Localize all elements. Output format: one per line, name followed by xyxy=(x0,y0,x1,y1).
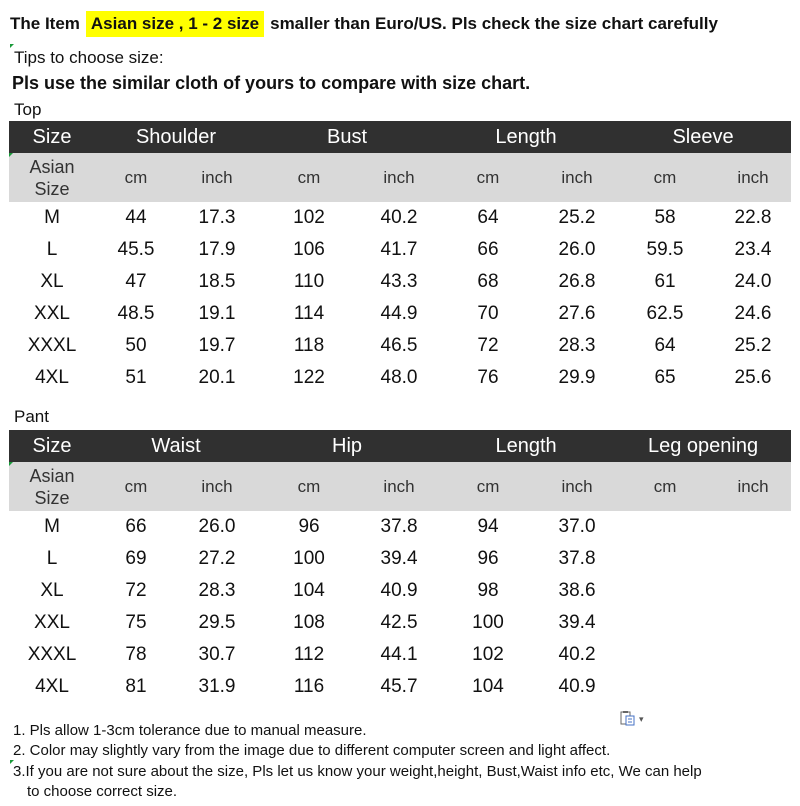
unit-cm: cm xyxy=(615,153,715,202)
value-cell: 75 xyxy=(125,612,147,633)
value-cell: 102 xyxy=(293,207,325,228)
value-cell: 26.0 xyxy=(558,239,596,260)
size-cell: XXL xyxy=(34,612,70,633)
value-cell: 27.2 xyxy=(198,548,236,569)
asian-size-label: Asian Size xyxy=(9,153,95,202)
value-cell: 44 xyxy=(125,207,147,228)
value-cell: 28.3 xyxy=(558,335,596,356)
value-cell: 30.7 xyxy=(198,644,236,665)
value-cell: 72 xyxy=(477,335,499,356)
header-size: Size xyxy=(9,121,95,153)
size-cell: L xyxy=(46,548,58,569)
value-cell: 41.7 xyxy=(380,239,418,260)
header-bust: Bust xyxy=(257,121,437,153)
value-cell: 106 xyxy=(293,239,325,260)
size-cell: XL xyxy=(40,580,64,601)
value-cell: 110 xyxy=(293,271,325,292)
size-cell: 4XL xyxy=(35,676,69,697)
value-cell: 94 xyxy=(477,516,499,537)
table-row xyxy=(9,330,791,362)
value-cell: 68 xyxy=(477,271,499,292)
value-cell: 23.4 xyxy=(734,239,772,260)
cell-comment-marker xyxy=(9,462,13,466)
value-cell: 48.0 xyxy=(380,367,418,388)
value-cell: 112 xyxy=(293,644,325,665)
value-cell: 17.3 xyxy=(198,207,236,228)
value-cell: 45.7 xyxy=(380,676,418,697)
header-length: Length xyxy=(437,430,615,462)
value-cell: 22.8 xyxy=(734,207,772,228)
value-cell: 24.6 xyxy=(734,303,772,324)
table-row xyxy=(9,607,791,639)
value-cell: 45.5 xyxy=(117,239,155,260)
table-row xyxy=(9,362,791,394)
value-cell: 44.9 xyxy=(380,303,418,324)
note-1: 1. Pls allow 1-3cm tolerance due to manual measure. xyxy=(13,722,367,739)
value-cell xyxy=(615,543,715,575)
value-cell: 59.5 xyxy=(646,239,684,260)
value-cell: 38.6 xyxy=(558,580,596,601)
value-cell: 27.6 xyxy=(558,303,596,324)
unit-inch: inch xyxy=(177,153,257,202)
value-cell: 20.1 xyxy=(198,367,236,388)
size-cell: 4XL xyxy=(35,367,69,388)
value-cell: 39.4 xyxy=(558,612,596,633)
header-suffix: smaller than Euro/US. Pls check the size chart carefully xyxy=(270,14,718,33)
unit-cm: cm xyxy=(615,462,715,511)
size-cell: L xyxy=(46,239,58,260)
value-cell: 100 xyxy=(293,548,325,569)
pant-size-table xyxy=(9,430,791,703)
note-2: 2. Color may slightly vary from the image due to different computer screen and light affect. xyxy=(13,742,611,759)
tips-title: Tips to choose size: xyxy=(14,48,164,67)
unit-inch: inch xyxy=(715,153,791,202)
value-cell: 40.2 xyxy=(380,207,418,228)
value-cell: 104 xyxy=(293,580,325,601)
value-cell: 40.2 xyxy=(558,644,596,665)
value-cell: 61 xyxy=(654,271,676,292)
unit-inch: inch xyxy=(715,462,791,511)
size-cell: XXXL xyxy=(27,335,77,356)
header-length: Length xyxy=(437,121,615,153)
value-cell xyxy=(615,671,715,703)
pant-section-label: Pant xyxy=(14,407,49,426)
value-cell: 48.5 xyxy=(117,303,155,324)
value-cell: 28.3 xyxy=(198,580,236,601)
header-leg-opening: Leg opening xyxy=(615,430,791,462)
table-row xyxy=(9,202,791,234)
value-cell xyxy=(615,511,715,543)
value-cell: 46.5 xyxy=(380,335,418,356)
value-cell: 40.9 xyxy=(380,580,418,601)
value-cell: 81 xyxy=(125,676,147,697)
value-cell: 116 xyxy=(293,676,325,697)
top-section-label: Top xyxy=(14,100,42,119)
value-cell xyxy=(615,575,715,607)
value-cell: 26.8 xyxy=(558,271,596,292)
value-cell: 69 xyxy=(125,548,147,569)
value-cell: 37.8 xyxy=(558,548,596,569)
value-cell: 122 xyxy=(293,367,325,388)
value-cell: 51 xyxy=(125,367,147,388)
value-cell xyxy=(615,639,715,671)
value-cell: 24.0 xyxy=(734,271,772,292)
header-size: Size xyxy=(9,430,95,462)
value-cell: 26.0 xyxy=(198,516,236,537)
top-size-table xyxy=(9,121,791,394)
value-cell: 64 xyxy=(654,335,676,356)
cell-comment-marker xyxy=(9,153,13,157)
value-cell: 96 xyxy=(298,516,320,537)
header-waist: Waist xyxy=(95,430,257,462)
paste-options-button[interactable] xyxy=(620,709,650,729)
value-cell: 66 xyxy=(477,239,499,260)
unit-cm: cm xyxy=(95,462,177,511)
unit-cm: cm xyxy=(437,462,539,511)
value-cell: 62.5 xyxy=(646,303,684,324)
table-row xyxy=(9,298,791,330)
note-3 xyxy=(13,762,783,802)
value-cell: 39.4 xyxy=(380,548,418,569)
value-cell: 76 xyxy=(477,367,499,388)
unit-inch: inch xyxy=(177,462,257,511)
value-cell: 37.0 xyxy=(558,516,596,537)
value-cell: 29.5 xyxy=(198,612,236,633)
size-cell: XXL xyxy=(34,303,70,324)
value-cell: 29.9 xyxy=(558,367,596,388)
value-cell: 17.9 xyxy=(198,239,236,260)
value-cell: 50 xyxy=(125,335,147,356)
size-warning-header xyxy=(10,10,718,38)
table-row xyxy=(9,639,791,671)
value-cell: 19.7 xyxy=(198,335,236,356)
value-cell: 104 xyxy=(472,676,504,697)
value-cell xyxy=(715,671,791,703)
unit-cm: cm xyxy=(257,153,361,202)
note-3-line2: to choose correct size. xyxy=(27,783,178,800)
value-cell: 43.3 xyxy=(380,271,418,292)
unit-cm: cm xyxy=(437,153,539,202)
unit-inch: inch xyxy=(361,462,437,511)
value-cell: 18.5 xyxy=(198,271,236,292)
value-cell: 108 xyxy=(293,612,325,633)
value-cell: 100 xyxy=(472,612,504,633)
header-prefix: The Item xyxy=(10,14,80,33)
value-cell: 114 xyxy=(293,303,325,324)
value-cell: 47 xyxy=(125,271,147,292)
value-cell: 70 xyxy=(477,303,499,324)
value-cell: 102 xyxy=(472,644,504,665)
chevron-down-icon: ▾ xyxy=(639,713,644,724)
value-cell: 25.6 xyxy=(734,367,772,388)
header-sleeve: Sleeve xyxy=(615,121,791,153)
value-cell: 98 xyxy=(477,580,499,601)
value-cell xyxy=(715,575,791,607)
table-row xyxy=(9,234,791,266)
value-cell xyxy=(715,543,791,575)
value-cell: 65 xyxy=(654,367,676,388)
value-cell: 58 xyxy=(654,207,676,228)
unit-inch: inch xyxy=(361,153,437,202)
value-cell: 64 xyxy=(477,207,499,228)
note-3-line1: 3.If you are not sure about the size, Pls let us know your weight,height, Bust,Waist info etc, We can help xyxy=(13,763,702,780)
value-cell: 31.9 xyxy=(198,676,236,697)
value-cell: 66 xyxy=(125,516,147,537)
table-row xyxy=(9,266,791,298)
unit-cm: cm xyxy=(95,153,177,202)
table-row xyxy=(9,511,791,543)
value-cell: 42.5 xyxy=(380,612,418,633)
table-row xyxy=(9,543,791,575)
value-cell: 78 xyxy=(125,644,147,665)
asian-size-label: Asian Size xyxy=(9,462,95,511)
table-row xyxy=(9,671,791,703)
value-cell: 40.9 xyxy=(558,676,596,697)
unit-inch: inch xyxy=(539,462,615,511)
paste-options-icon xyxy=(620,710,638,729)
value-cell: 96 xyxy=(477,548,499,569)
size-cell: XL xyxy=(40,271,64,292)
size-cell: M xyxy=(44,207,60,228)
value-cell xyxy=(615,607,715,639)
value-cell: 25.2 xyxy=(734,335,772,356)
size-cell: M xyxy=(44,516,60,537)
header-hip: Hip xyxy=(257,430,437,462)
unit-cm: cm xyxy=(257,462,361,511)
value-cell: 37.8 xyxy=(380,516,418,537)
value-cell: 44.1 xyxy=(380,644,418,665)
header-highlight: Asian size , 1 - 2 size xyxy=(86,11,264,37)
value-cell xyxy=(715,639,791,671)
value-cell xyxy=(715,511,791,543)
value-cell: 25.2 xyxy=(558,207,596,228)
tips-instruction: Pls use the similar cloth of yours to compare with size chart. xyxy=(12,73,531,93)
table-row xyxy=(9,575,791,607)
size-cell: XXXL xyxy=(27,644,77,665)
header-shoulder: Shoulder xyxy=(95,121,257,153)
value-cell: 72 xyxy=(125,580,147,601)
unit-inch: inch xyxy=(539,153,615,202)
value-cell xyxy=(715,607,791,639)
value-cell: 118 xyxy=(293,335,325,356)
value-cell: 19.1 xyxy=(198,303,236,324)
